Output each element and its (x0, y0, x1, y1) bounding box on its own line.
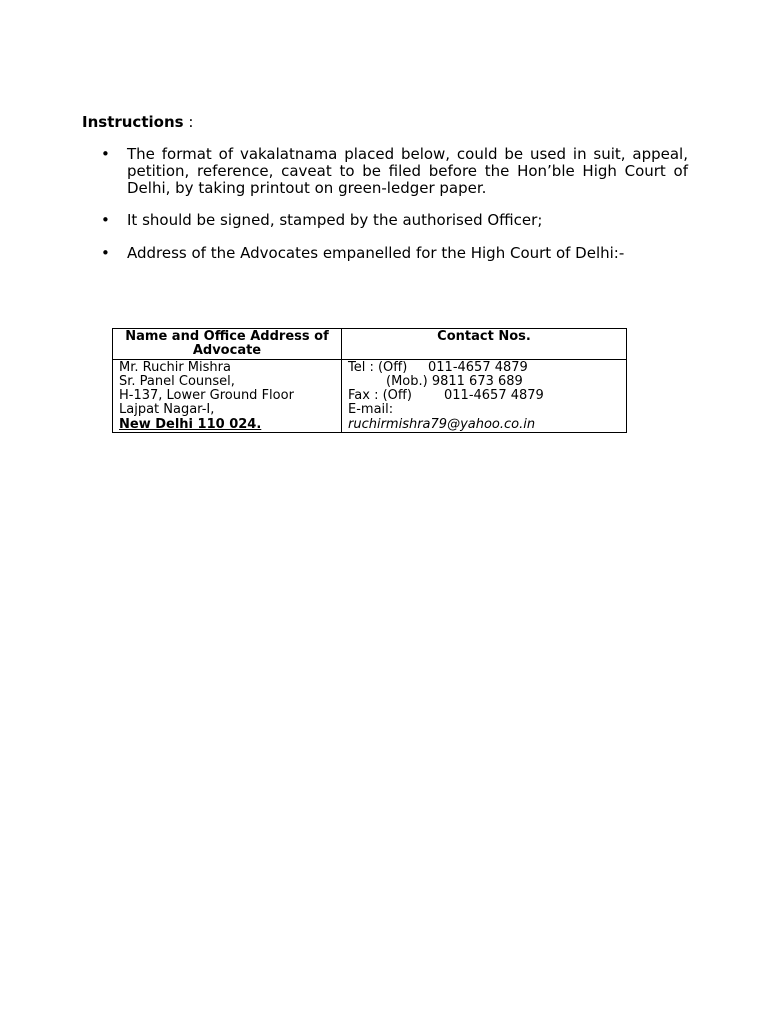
fax-line (348, 389, 620, 403)
tel-off-number: 011-4657 4879 (428, 359, 528, 375)
table-row (113, 359, 627, 432)
bullet-icon: • (101, 145, 110, 163)
instructions-heading (82, 113, 193, 131)
advocate-designation: Sr. Panel Counsel, (119, 373, 235, 389)
advocate-address-line1: H-137, Lower Ground Floor (119, 388, 294, 404)
instruction-item (82, 212, 688, 229)
tel-line (348, 361, 620, 375)
instructions-list (82, 146, 688, 278)
instruction-text: The format of vakalatnama placed below, could be used in suit, appeal, petition, reference, caveat to be filed before the Hon’ble High Court of Delhi, by taking printout on green-ledger paper. (127, 145, 688, 197)
header-name-address: Name and Office Address of Advocate (113, 329, 342, 360)
fax-off-number: 011-4657 4879 (444, 388, 544, 404)
bullet-icon: • (101, 244, 110, 263)
instruction-text: Address of the Advocates empanelled for the High Court of Delhi:- (127, 244, 625, 263)
mob-number: (Mob.) 9811 673 689 (386, 373, 523, 389)
email-label: E-mail: (348, 402, 394, 418)
instruction-item (82, 146, 688, 196)
tel-label: Tel : (Off) (348, 359, 408, 375)
instructions-heading-label: Instructions (82, 113, 184, 131)
advocate-address-cell (113, 359, 342, 432)
email-address: ruchirmishra79@yahoo.co.in (348, 416, 536, 432)
table-header-row (113, 329, 627, 360)
instructions-heading-suffix: : (183, 113, 194, 131)
advocates-table (112, 328, 627, 433)
bullet-icon: • (101, 211, 110, 230)
header-contact: Contact Nos. (342, 329, 627, 360)
instruction-item (82, 245, 688, 262)
fax-label: Fax : (Off) (348, 388, 412, 404)
advocate-address-line2: Lajpat Nagar-I, (119, 402, 215, 418)
instruction-text: It should be signed, stamped by the authorised Officer; (127, 211, 543, 230)
advocate-name: Mr. Ruchir Mishra (119, 359, 231, 375)
advocate-city: New Delhi 110 024. (119, 416, 262, 432)
advocate-contact-cell (342, 359, 627, 432)
